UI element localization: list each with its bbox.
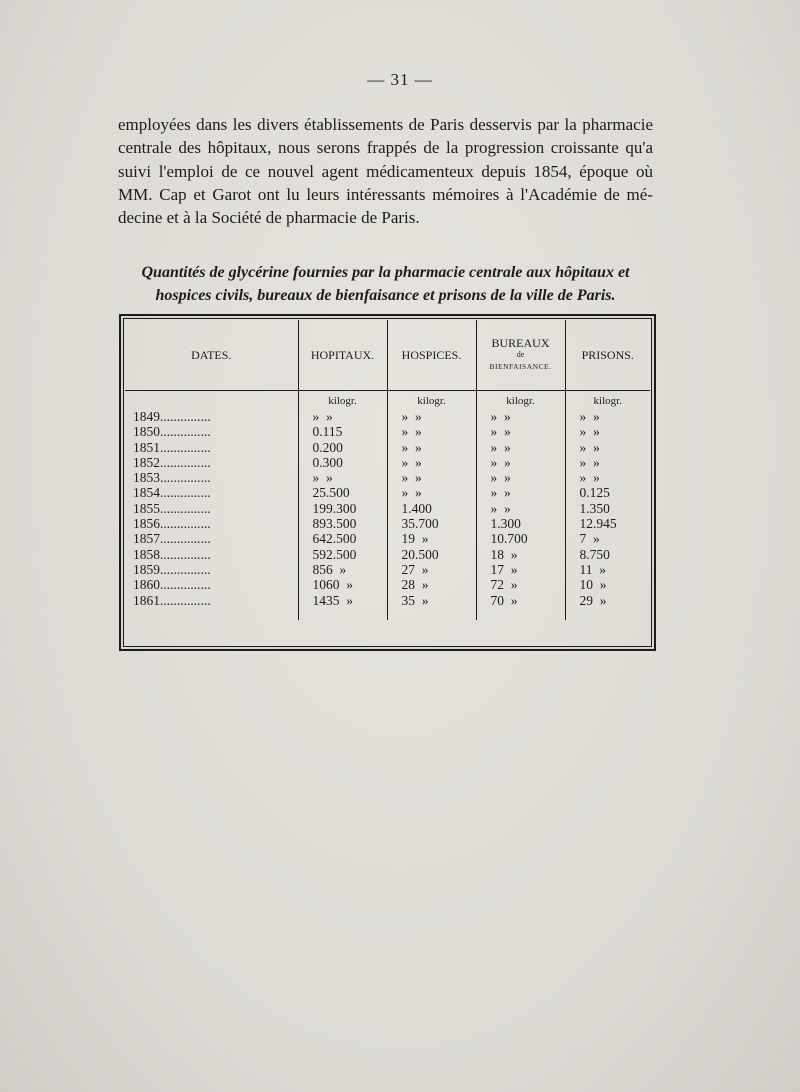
prisons-cell: 11 »: [579, 561, 606, 577]
table-row: [125, 485, 650, 500]
hopitaux-cell: 1435 »: [298, 593, 387, 608]
hopitaux-cell: 25.500: [298, 485, 387, 500]
leader-dots: ...............: [160, 500, 211, 516]
header-bureaux-mid: de: [516, 350, 525, 359]
prisons-cell: » »: [579, 454, 600, 470]
unit-cell: kilogr.: [387, 391, 476, 410]
leader-dots: ...............: [160, 546, 211, 562]
date-cell: [125, 424, 298, 439]
prisons-cell: 7 »: [579, 531, 600, 547]
bureaux-cell: » »: [476, 455, 565, 470]
caption-line: hospices civils, bureaux de bienfaisance et prisons de la ville de Paris.: [155, 287, 616, 304]
hospices-cell: 27 »: [387, 562, 476, 577]
year-label: 1852: [133, 454, 160, 470]
header-bureaux-bottom: BIENFAISANCE.: [489, 362, 552, 371]
leader-dots: ...............: [160, 470, 211, 486]
year-label: 1859: [133, 561, 160, 577]
paragraph-line: employées dans les divers établissements de Paris desservis par la pharmacie: [118, 115, 653, 134]
bureaux-cell: 10.700: [476, 531, 565, 546]
leader-dots: ...............: [160, 409, 211, 424]
hospices-cell: » »: [387, 455, 476, 470]
hospices-cell: » »: [387, 470, 476, 485]
hospices-cell: » »: [387, 409, 476, 424]
bureaux-cell: 17 »: [476, 562, 565, 577]
hospices-cell: » »: [387, 440, 476, 455]
year-label: 1850: [133, 424, 160, 440]
table-row: [125, 516, 650, 531]
unit-row: [125, 391, 650, 410]
spacer-cell: [298, 608, 387, 620]
unit-cell: kilogr.: [593, 394, 622, 407]
date-cell: [125, 409, 298, 424]
hopitaux-cell: 1060 »: [298, 577, 387, 592]
bureaux-cell: » »: [476, 501, 565, 516]
hopitaux-cell: 0.300: [298, 455, 387, 470]
hopitaux-cell: 893.500: [298, 516, 387, 531]
table-row: [125, 593, 650, 608]
header-bureaux: [476, 320, 565, 391]
leader-dots: ...............: [160, 485, 211, 501]
bureaux-cell: » »: [476, 424, 565, 439]
year-label: 1853: [133, 470, 160, 486]
unit-cell: kilogr.: [476, 391, 565, 410]
spacer-cell: [476, 608, 565, 620]
bureaux-cell: » »: [476, 409, 565, 424]
header-hospices: HOSPICES.: [387, 320, 476, 391]
header-hopitaux: HOPITAUX.: [298, 320, 387, 391]
glycerine-table-frame: [119, 314, 656, 651]
hopitaux-cell: » »: [298, 409, 387, 424]
hopitaux-cell: 0.200: [298, 440, 387, 455]
year-label: 1857: [133, 531, 160, 547]
hospices-cell: » »: [387, 485, 476, 500]
date-cell: [125, 562, 298, 577]
bureaux-cell: » »: [476, 485, 565, 500]
hopitaux-cell: 0.115: [298, 424, 387, 439]
glycerine-table: [125, 320, 650, 620]
hopitaux-cell: » »: [298, 470, 387, 485]
hospices-cell: 1.400: [387, 501, 476, 516]
paragraph-line: decine et à la Société de pharmacie de Paris.: [118, 208, 420, 228]
year-label: 1860: [133, 577, 160, 593]
bureaux-cell: » »: [476, 440, 565, 455]
year-label: 1855: [133, 500, 160, 516]
table-row: [125, 547, 650, 562]
leader-dots: ...............: [160, 454, 211, 470]
year-label: 1849: [133, 409, 160, 424]
prisons-cell: » »: [579, 424, 600, 440]
date-cell: [125, 547, 298, 562]
table-caption: [118, 261, 653, 307]
table-row: [125, 470, 650, 485]
prisons-cell: 1.350: [579, 500, 610, 516]
hopitaux-cell: 199.300: [298, 501, 387, 516]
bureaux-cell: 1.300: [476, 516, 565, 531]
hospices-cell: » »: [387, 424, 476, 439]
header-bureaux-top: BUREAUX: [491, 336, 550, 350]
leader-dots: ...............: [160, 592, 211, 608]
prisons-cell: 10 »: [579, 577, 607, 593]
date-cell: [125, 501, 298, 516]
leader-dots: ...............: [160, 439, 211, 455]
prisons-cell: » »: [579, 470, 600, 486]
date-cell: [125, 455, 298, 470]
prisons-cell: 29 »: [579, 592, 607, 608]
hopitaux-cell: 592.500: [298, 547, 387, 562]
prisons-cell: » »: [579, 439, 600, 455]
date-cell: [125, 531, 298, 546]
hospices-cell: 35.700: [387, 516, 476, 531]
leader-dots: ...............: [160, 577, 211, 593]
table-row: [125, 409, 650, 424]
hopitaux-cell: 642.500: [298, 531, 387, 546]
date-cell: [125, 593, 298, 608]
table-row: [125, 577, 650, 592]
table-header-row: [125, 320, 650, 391]
prisons-cell: 8.750: [579, 546, 610, 562]
table-row: [125, 501, 650, 516]
bureaux-cell: » »: [476, 470, 565, 485]
paragraph-line: MM. Cap et Garot ont lu leurs intéressants mémoires à l'Académie de mé-: [118, 184, 653, 204]
table-row: [125, 562, 650, 577]
header-dates: DATES.: [125, 320, 298, 391]
date-cell: [125, 516, 298, 531]
prisons-cell: 12.945: [579, 516, 617, 532]
hopitaux-cell: 856 »: [298, 562, 387, 577]
date-cell: [125, 440, 298, 455]
bureaux-cell: 18 »: [476, 547, 565, 562]
table-row: [125, 424, 650, 439]
year-label: 1861: [133, 592, 160, 608]
prisons-cell: 0.125: [579, 485, 610, 501]
spacer-cell: [125, 608, 298, 620]
paragraph-line: suivi l'emploi de ce nouvel agent médicamenteux depuis 1854, époque où: [118, 161, 653, 181]
table-row: [125, 455, 650, 470]
caption-line: Quantités de glycérine fournies par la pharmacie centrale aux hôpitaux et: [141, 264, 630, 281]
date-cell: [125, 577, 298, 592]
table-bottom-spacer: [125, 608, 650, 620]
header-prisons: PRISONS.: [565, 320, 650, 391]
leader-dots: ...............: [160, 516, 211, 532]
year-label: 1851: [133, 439, 160, 455]
leader-dots: ...............: [160, 424, 211, 440]
unit-cell: kilogr.: [298, 391, 387, 410]
year-label: 1856: [133, 516, 160, 532]
page-number: — 31 —: [367, 70, 433, 89]
year-label: 1854: [133, 485, 160, 501]
table-row: [125, 531, 650, 546]
leader-dots: ...............: [160, 561, 211, 577]
paragraph-line: centrale des hôpitaux, nous serons frappés de la progression croissante qu'a: [118, 138, 653, 158]
unit-cell-empty: [125, 391, 298, 410]
date-cell: [125, 470, 298, 485]
leader-dots: ...............: [160, 531, 211, 547]
year-label: 1858: [133, 546, 160, 562]
prisons-cell: » »: [579, 409, 600, 424]
spacer-cell: [565, 608, 650, 620]
table-row: [125, 440, 650, 455]
hospices-cell: 28 »: [387, 577, 476, 592]
bureaux-cell: 70 »: [476, 593, 565, 608]
hospices-cell: 35 »: [387, 593, 476, 608]
bureaux-cell: 72 »: [476, 577, 565, 592]
hospices-cell: 20.500: [387, 547, 476, 562]
hospices-cell: 19 »: [387, 531, 476, 546]
body-paragraph: [118, 113, 653, 229]
spacer-cell: [387, 608, 476, 620]
date-cell: [125, 485, 298, 500]
